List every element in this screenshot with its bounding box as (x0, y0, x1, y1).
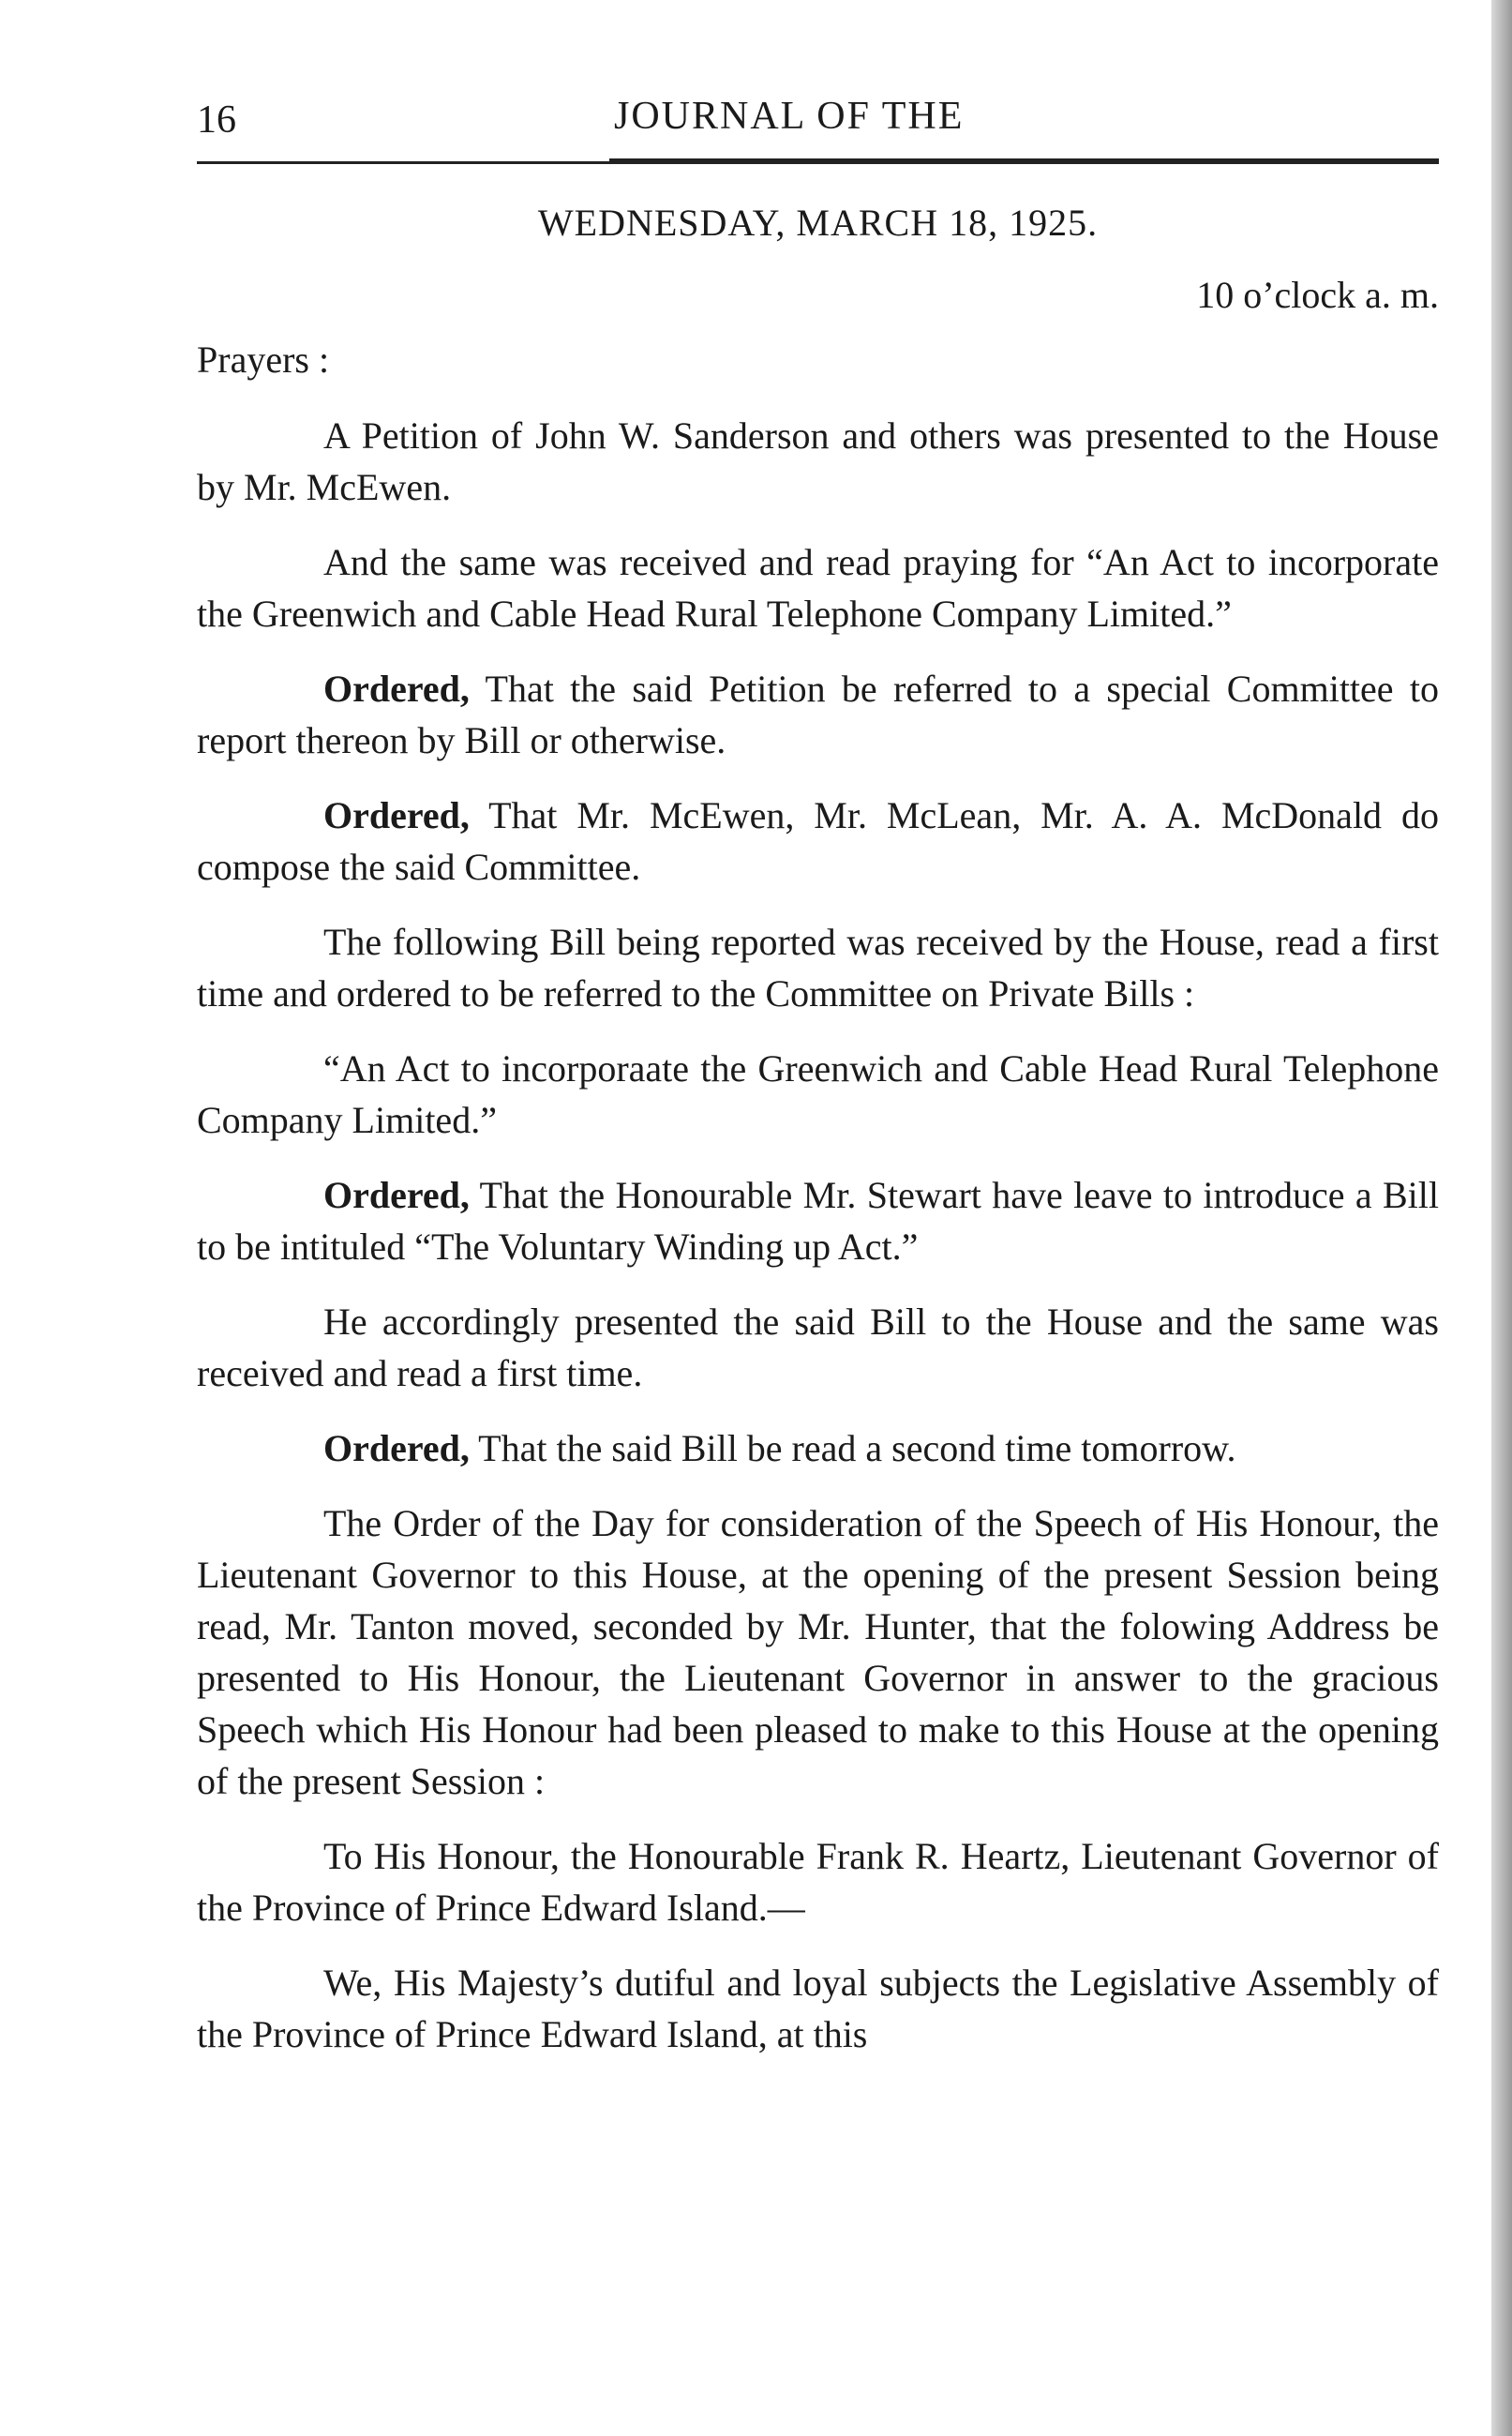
paragraph-order-second-reading (197, 1422, 1439, 1474)
paragraph-bill-reported (197, 916, 1439, 1019)
paragraph-bill-presented (197, 1296, 1439, 1399)
paragraph-text: To His Honour, the Honourable Frank R. Heartz, Lieutenant Governor of the Province of Prince Edward Island.— (197, 1835, 1439, 1929)
header-rule-thick (609, 158, 1439, 164)
paragraph-text: And the same was received and read praying for “An Act to incorporate the Greenwich and Cable Head Rural Telephone Company Limited.” (197, 541, 1439, 635)
paragraph-text: That the said Petition be referred to a special Committee to report thereon by Bill or otherwise. (197, 668, 1439, 761)
paragraph-lead: Ordered, (323, 1427, 470, 1469)
paragraph-text: We, His Majesty’s dutiful and loyal subjects the Legislative Assembly of the Province of Prince Edward Island, at this (197, 1962, 1439, 2055)
paragraph-lead: Ordered, (323, 668, 470, 710)
running-head: JOURNAL OF THE (614, 95, 965, 138)
paragraph-address-body (197, 1957, 1439, 2060)
paragraph-text: The Order of the Day for consideration of the Speech of His Honour, the Lieutenant Governor to this House, at the opening of the present Session being read, Mr. Tanton moved, seconded by Mr. Hunter, that the folowing Address be presented to His Honour, the Lieutenant Governor in answer to the gracious Speech which His Honour had been pleased to make to this House at the opening of the present Session : (197, 1502, 1439, 1802)
paragraph-petition (197, 410, 1439, 513)
sitting-time: 10 o’clock a. m. (1196, 274, 1439, 316)
paragraph-order-special-committee (197, 663, 1439, 766)
paragraph-act-title (197, 1043, 1439, 1146)
page-edge-shadow (1491, 0, 1512, 2436)
page-number: 16 (197, 98, 236, 142)
paragraph-text: A Petition of John W. Sanderson and others was presented to the House by Mr. McEwen. (197, 414, 1439, 508)
paragraph-lead: Ordered, (323, 794, 470, 836)
paragraph-text: “An Act to incorporaate the Greenwich and Cable Head Rural Telephone Company Limited.” (197, 1047, 1439, 1141)
paragraph-petition-received (197, 536, 1439, 639)
paragraph-lead: Ordered, (323, 1174, 470, 1216)
sitting-date: WEDNESDAY, MARCH 18, 1925. (537, 202, 1099, 244)
header-rule-thin (197, 161, 609, 164)
journal-body (197, 197, 1439, 2083)
paragraph-text: He accordingly presented the said Bill to the House and the same was received and read a first time. (197, 1301, 1439, 1394)
paragraph-text: That Mr. McEwen, Mr. McLean, Mr. A. A. McDonald do compose the said Committee. (197, 794, 1439, 888)
prayers-heading: Prayers : (197, 338, 330, 381)
page-header (197, 94, 1439, 150)
paragraph-order-leave-bill (197, 1169, 1439, 1272)
paragraph-order-committee-members (197, 789, 1439, 893)
paragraph-text: That the said Bill be read a second time tomorrow. (469, 1427, 1236, 1469)
paragraph-order-of-day (197, 1497, 1439, 1807)
paragraph-address-to (197, 1830, 1439, 1933)
paragraph-text: The following Bill being reported was received by the House, read a first time and ordered to be referred to the Committee on Private Bills : (197, 921, 1439, 1015)
paragraph-text: That the Honourable Mr. Stewart have leave to introduce a Bill to be intituled “The Voluntary Winding up Act.” (197, 1174, 1439, 1268)
